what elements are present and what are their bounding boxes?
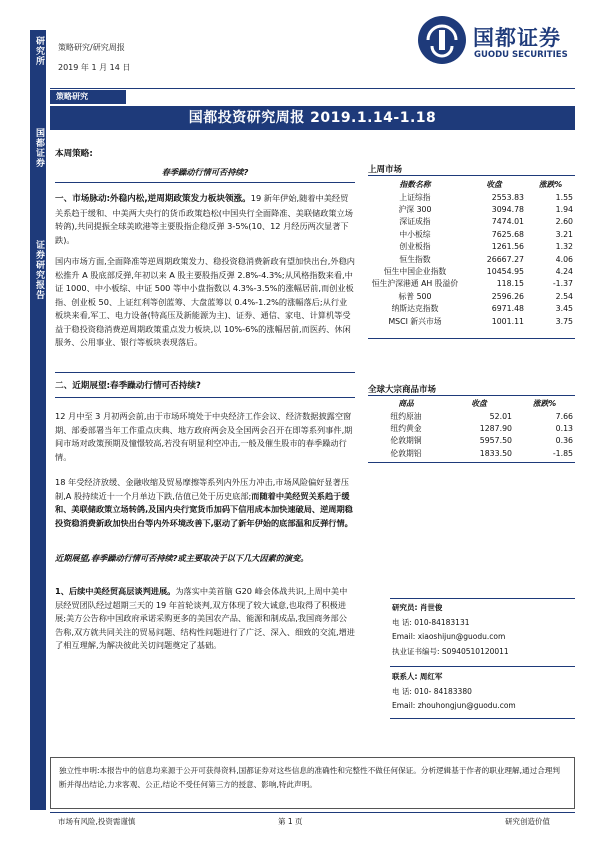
index-close: 2596.26 [491, 291, 524, 301]
index-close: 7474.01 [491, 217, 524, 227]
index-name: MSCI 新兴市场 [388, 316, 442, 326]
table-row [368, 228, 575, 240]
section-1 [55, 192, 355, 247]
section-2-para-2-text: 18 年受经济放缓、金融收缩及贸易摩擦等系列内外压力冲击,市场风险偏好显著压制,A 股持续近十一个月单边下跌,估值已处于历史底部; [55, 477, 349, 501]
side-tag-company: 国都证券 [34, 128, 44, 168]
side-tag-report: 证券研究报告 [34, 240, 44, 300]
report-headline: 春季躁动行情可否持续? [161, 167, 249, 177]
report-title: 国都投资研究周报 2019.1.14-1.18 [50, 106, 575, 130]
contact-email: Email: zhouhongjun@guodu.com [392, 701, 516, 710]
index-name: 上证综指 [399, 192, 431, 202]
index-close: 118.15 [496, 279, 524, 289]
commodity-close: 5957.50 [479, 436, 512, 446]
contact-phone: 电 话: 010- 84183380 [392, 686, 472, 696]
table-row [368, 410, 575, 422]
table-row [368, 191, 575, 203]
commodity-title: 全球大宗商品市场 [368, 385, 437, 395]
footer-risk-note: 市场有风险,投资需谨慎 [58, 817, 136, 826]
index-close: 3094.78 [491, 205, 524, 215]
index-change: 2.60 [555, 217, 573, 227]
market-table-bottom-rule [368, 338, 575, 339]
commodity-name: 伦敦期铝 [390, 448, 422, 458]
contact-block [392, 670, 572, 714]
table-row [368, 216, 575, 228]
index-close: 2553.83 [491, 192, 524, 202]
column-header-close: 收盘 [486, 179, 502, 189]
index-name: 创业板指 [399, 242, 431, 252]
column-header-change: 涨跌% [538, 179, 563, 189]
column-header-close: 收盘 [471, 398, 487, 408]
table-row [368, 265, 575, 277]
point-1-text: 为落实中美首脑 G20 峰会体战共识,上周中美中层经贸团队经过超期三天的 19 年首轮谈判,双方体现了较大诚意,也取得了积极进展;美方公告称中国政府承诺采购更多的美国农产品、能源和制成品,我国商务部公告称,双方就共同关注的贸易问题、结构性问题进行了广泛、深入、细致的交流,增进了相互理解,为解决彼此关切问题奠定了基础。 [55, 586, 355, 650]
table-row [368, 253, 575, 265]
index-change: 4.24 [555, 267, 573, 277]
column-header-commodity: 商品 [398, 398, 414, 408]
table-row [368, 315, 575, 327]
section-2-divider [55, 397, 355, 398]
index-name: 深证成指 [399, 217, 431, 227]
market-title: 上周市场 [368, 165, 403, 175]
contact-bottom-rule [390, 718, 575, 719]
index-change: 1.32 [555, 242, 573, 252]
footer-slogan: 研究创造价值 [505, 817, 550, 826]
commodity-name: 纽约原油 [390, 411, 422, 421]
index-close: 1261.56 [491, 242, 524, 252]
contact-label: 联系人: [392, 672, 418, 681]
researcher-block [392, 601, 572, 659]
index-change: 3.21 [555, 229, 573, 239]
commodity-change: 0.13 [555, 424, 573, 434]
section-2-para-3: 近期展望,春季躁动行情可否持续?或主要取决于以下几大因素的演变。 [55, 553, 309, 563]
table-row [368, 278, 575, 290]
section-1-para-1: 19 新年伊始,随着中美经贸关系趋于缓和、中美两大央行的货币政策趋松(中国央行全面降准、美联储政策立场转鸽),共同提振全球美欧港等主要股指企稳反弹 3-5%(10、12 月经历两次显著下跌)。 [55, 193, 353, 245]
weekly-view-label [55, 148, 355, 162]
market-title-rule [368, 175, 575, 176]
researcher-phone: 电 话: 010-84183131 [392, 617, 470, 627]
table-row [368, 290, 575, 302]
index-name: 恒生中国企业指数 [383, 267, 447, 277]
commodity-name: 纽约黄金 [390, 424, 422, 434]
index-close: 7625.68 [491, 229, 524, 239]
index-name: 纳斯达克指数 [391, 304, 439, 314]
section-divider [55, 372, 355, 373]
index-name: 恒生指数 [399, 254, 431, 264]
index-change: -1.37 [552, 279, 573, 289]
logo-mark-icon [418, 16, 466, 64]
index-name: 标普 500 [398, 291, 432, 301]
index-close: 26667.27 [486, 254, 524, 264]
researcher-email: Email: xiaoshijun@guodu.com [392, 632, 506, 641]
researcher-cert: 执业证书编号: S0940510120011 [392, 646, 509, 656]
index-close: 10454.95 [486, 267, 524, 277]
index-close: 6971.48 [491, 304, 524, 314]
index-change: 3.45 [555, 304, 573, 314]
commodity-close: 1287.90 [479, 424, 512, 434]
table-row [368, 241, 575, 253]
left-side-band [30, 30, 46, 810]
commodity-table-bottom-rule [368, 462, 575, 463]
index-close: 1001.11 [491, 316, 524, 326]
column-header-name: 指数名称 [399, 179, 431, 189]
table-row [368, 303, 575, 315]
breadcrumb: 策略研究/研究周报 [58, 43, 125, 52]
logo-english-name: GUODU SECURITIES [474, 50, 568, 60]
commodity-change: 0.36 [555, 436, 573, 446]
contact-name: 周红军 [419, 672, 443, 681]
table-row [368, 447, 575, 459]
market-table [368, 177, 575, 327]
section-2-title: 二、近期展望:春季躁动行情可否持续? [55, 381, 201, 391]
table-row [368, 422, 575, 434]
contact-top-rule [390, 598, 575, 599]
index-change: 1.94 [555, 205, 573, 215]
footer-divider [50, 812, 575, 813]
company-logo [418, 16, 578, 76]
disclaimer-box: 独立性申明:本报告中的信息均来源于公开可获得资料,国都证券对这些信息的准确性和完整性不做任何保证。分析逻辑基于作者的职业理解,通过合理判断并得出结论,力求客观、公正,结论不受任何第三方的授意、影响,特此声明。 [50, 757, 575, 809]
market-table-header [368, 177, 575, 191]
column-header-change: 涨跌% [532, 398, 557, 408]
index-name: 中小板综 [399, 229, 431, 239]
report-date: 2019 年 1 月 14 日 [58, 63, 131, 72]
commodity-table [368, 396, 575, 460]
table-row [368, 203, 575, 215]
commodity-change: -1.85 [552, 448, 573, 458]
commodity-table-header [368, 396, 575, 410]
section-2-para-1: 12 月中至 3 月初两会前,由于市场环境处于中央经济工作会议、经济数据披露空窗期、部委部署当年工作重点庆典、地方政府两会及全国两会召开在即等系列事件,期间市场对政策预期及憧憬较高,若没有明显利空冲击,一般及催生股市的春季躁动行情。 [55, 411, 353, 462]
commodity-close: 52.01 [489, 411, 512, 421]
section-1-para-2: 国内市场方面,全面降准等逆周期政策发力、稳投资稳消费新政有望加快出台,外稳内松推升 A 股底部反弹,年初以来 A 股主要股指反弹 2.8%-4.3%;从风格指数来看,中证 1000、中小板综、中证 500 等中小盘指数以 4.3%-3.5%的涨幅居前,而创业板指、创业板 50、上证红利等创蓝筹、大盘蓝筹以 0.4%-1.2%的涨幅落后;从行业板块来看,军工、电力设备(特高压及新能源为主)、证券、通信、家电、计算机等受益于稳投资稳消费逆周期政策重点发力板块,以 10%-6%的涨幅居前,而医药、休闲服务、公用事业、银行等板块表现落后。 [55, 256, 355, 347]
headline-divider [55, 182, 355, 183]
index-change: 4.06 [555, 254, 573, 264]
index-change: 2.54 [555, 291, 573, 301]
commodity-name: 伦敦期铜 [390, 436, 422, 446]
section-tab: 策略研究 [50, 90, 126, 104]
researcher-label: 研究员: [392, 603, 418, 612]
commodity-change: 7.66 [555, 411, 573, 421]
index-change: 3.75 [555, 316, 573, 326]
index-name: 沪深 300 [398, 205, 432, 215]
researcher-name: 肖世俊 [419, 603, 443, 612]
point-1-title: 1、后续中美经贸高层谈判进展。 [55, 586, 176, 596]
section-2-para-4 [55, 585, 355, 653]
logo-chinese-name: 国都证券 [473, 26, 561, 50]
table-row [368, 435, 575, 447]
section-2-para-2 [55, 476, 355, 530]
header-divider [50, 88, 575, 89]
weekly-view-heading: 本周策略: [55, 149, 93, 159]
section-1-title: 一、市场脉动:外稳内松,逆周期政策发力板块领涨。 [55, 194, 251, 204]
page-number: 第 1 页 [278, 817, 303, 826]
contact-mid-rule [390, 666, 575, 667]
index-name: 恒生沪深港通 AH 股溢价 [371, 279, 459, 289]
index-change: 1.55 [555, 192, 573, 202]
section-2-para-2-emphasis: 而随着中美经贸关系趋于缓和、美联储政策立场转鸽,及国内央行宽货币加码下信用成本加快速破局、逆周期稳投资稳消费新政加快出台等内外环境改善下,驱动了新年伊始的底部温和反弹行情。 [55, 490, 353, 528]
side-tag-institute: 研究所 [34, 36, 44, 66]
commodity-close: 1833.50 [479, 448, 512, 458]
